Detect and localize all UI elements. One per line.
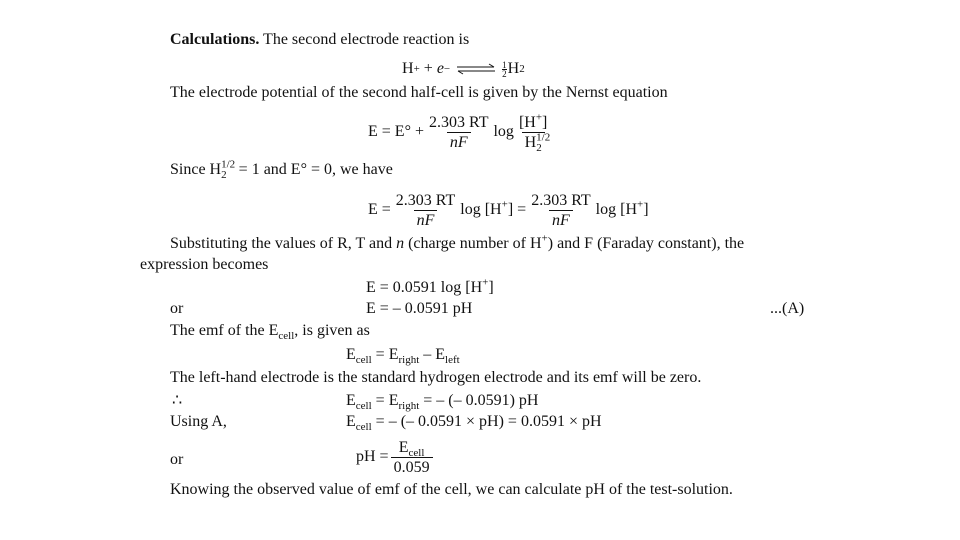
reaction-plus: +: [419, 60, 437, 77]
therefore-symbol: ∴: [172, 392, 183, 409]
ecell-definition: $E_{cell} = E_{right} - E_{left}$: [346, 346, 460, 367]
intro-line: [170, 31, 469, 49]
substituting-line-1: Substituting the values of R, T and n (charge number of H+) and F (Faraday constant), the: [170, 232, 745, 252]
equilibrium-arrows-icon: [456, 63, 496, 75]
using-a-label: Using A,: [170, 413, 227, 430]
eq2-log-1: log [H+] =: [460, 198, 527, 218]
eq2-log-2: log [H+]: [595, 198, 649, 218]
reaction-electron: e: [436, 60, 444, 77]
reaction-h: H: [402, 60, 414, 77]
intro-text: The second electrode reaction is: [259, 31, 470, 48]
eq8-lhs: pH =: [356, 448, 389, 465]
ph-equation: E = – 0.0591 pH: [366, 300, 473, 317]
eq2-fraction-1: $\frac{2.303 RT}{nF}$: [395, 191, 456, 229]
nernst-equation: [368, 108, 552, 156]
eq8-fraction: $\frac{E_{cell}}{0.059}$: [391, 439, 433, 476]
left-hand-line: The left-hand electrode is the standard hydrogen electrode and its emf will be zero.: [170, 369, 702, 386]
substituting-line-2: expression becomes: [140, 256, 269, 273]
reaction-half-fraction: 1 2: [502, 59, 507, 79]
eq1-log-fraction: $\frac{[H^+]}{H^{1/2}_2}$: [518, 111, 551, 154]
ph-from-ecell-equation: [356, 436, 435, 478]
nernst-intro-line: The electrode potential of the second half-cell is given by the Nernst equation: [170, 84, 668, 101]
eq2-fraction-2: $\frac{2.303 RT}{nF}$: [531, 191, 591, 229]
emf-log-equation: E = 0.0591 log [H+]: [366, 276, 494, 296]
eq1-fraction: $\frac{2.303 RT}{nF}$: [429, 113, 489, 151]
ecell-right-equation: $E_{cell} = E_{right}$ = – (– 0.0591) pH: [346, 392, 539, 413]
equation-tag-a: ...(A): [770, 300, 805, 317]
reaction-equation: H + + e − 1 2 H 2: [402, 59, 525, 79]
eq8-or-label: or: [170, 451, 184, 468]
eq2-lhs: E =: [368, 201, 391, 218]
since-line: Since $H^{1/2}_2 = 1$ and E° = 0, we have: [170, 158, 393, 182]
calculations-heading: Calculations.: [170, 31, 260, 48]
eq1-log: log: [493, 123, 514, 140]
reaction-h2: H: [507, 60, 520, 77]
nernst-simplified-equation: [368, 188, 649, 232]
closing-line: Knowing the observed value of emf of the cell, we can calculate pH of the test-solution.: [170, 481, 733, 498]
eq4-or-label: or: [170, 300, 184, 317]
ecell-ph-equation: $E_{cell}$ = – (– 0.0591 × pH) = 0.0591 × pH: [346, 413, 602, 434]
emf-intro-line: The emf of the $E_{cell}$, is given as: [170, 322, 370, 343]
eq1-lhs: E = E° +: [368, 123, 424, 140]
